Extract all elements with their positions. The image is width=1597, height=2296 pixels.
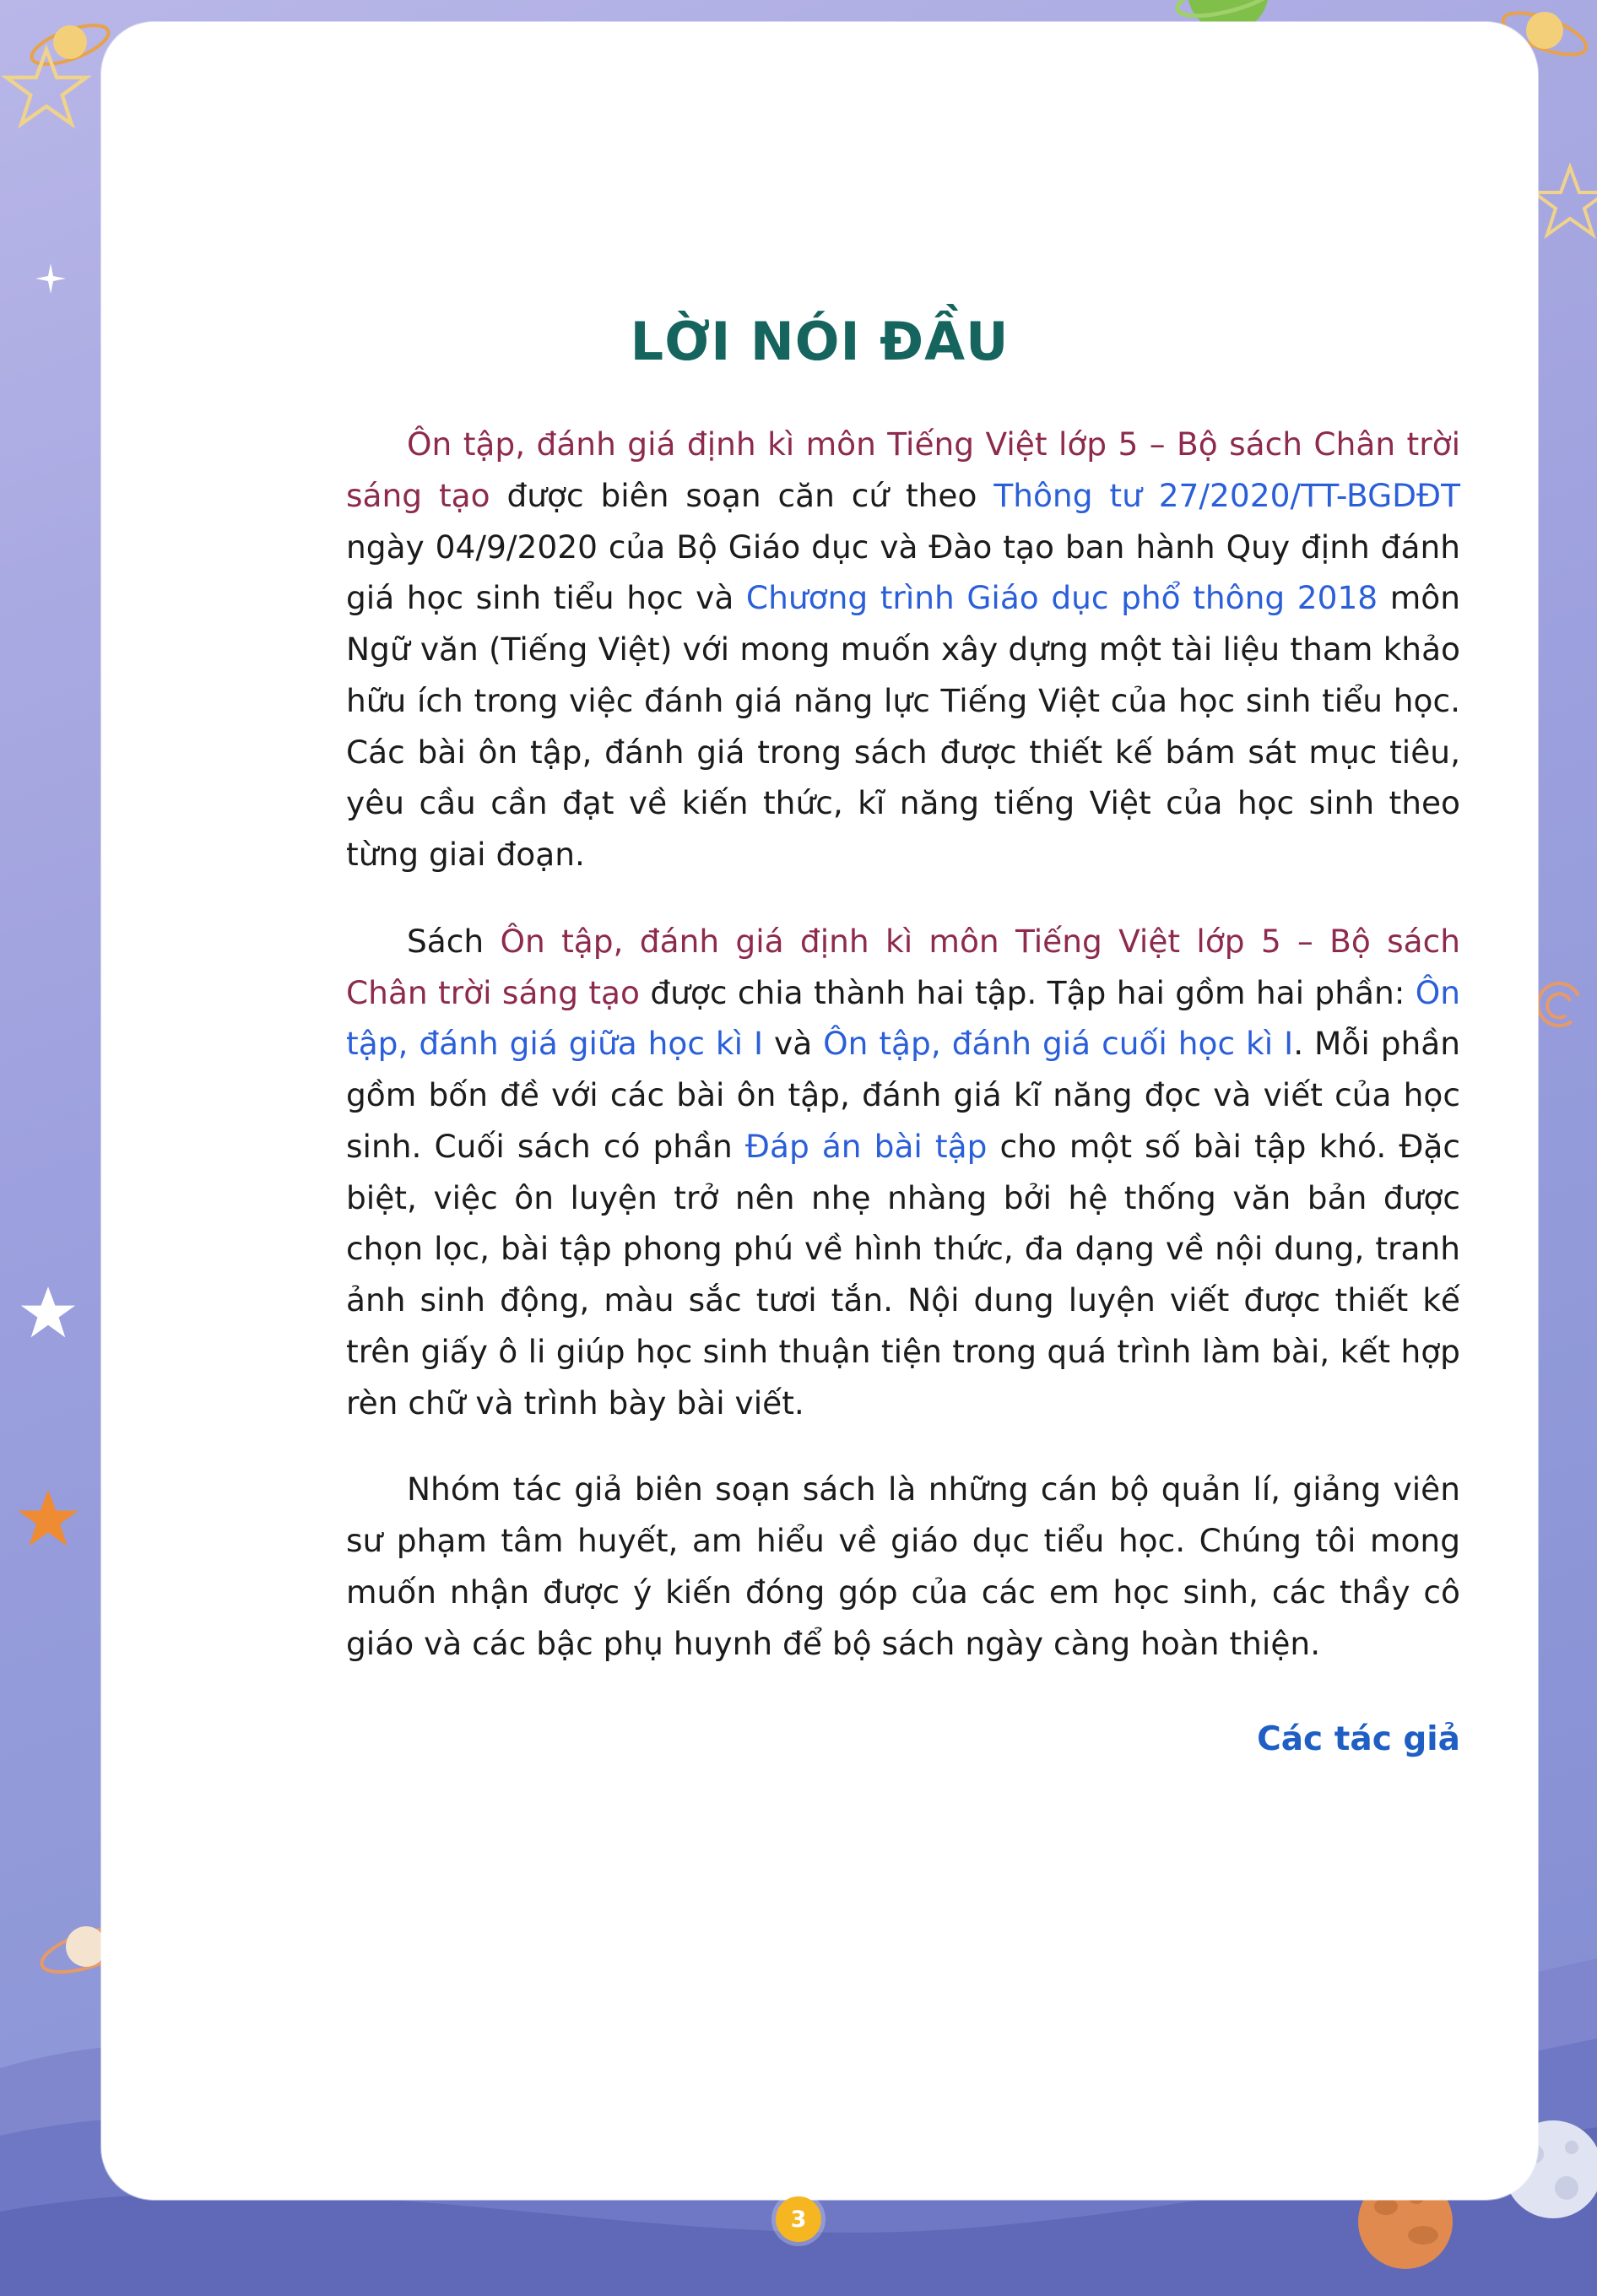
paragraph-1-run-4: ngày 04/9/2020 của Bộ Giáo dục và Đào tạo ban hành Quy định đánh giá học sinh tiểu học và: [346, 528, 1460, 617]
paragraph-2-run-9: cho một số bài tập khó. Đặc biệt, việc ôn luyện trở nên nhẹ nhàng bởi hệ thống văn bản được chọn lọc, bài tập phong phú về hình thức, đa dạng về nội dung, tranh ảnh sinh động, màu sắc tươi tắn. Nội dung luyện viết được thiết kế trên giấy ô li giúp học sinh thuận tiện trong quá trình làm bài, kết hợp rèn chữ và trình bày bài viết.: [346, 1127, 1460, 1421]
paragraph-2-run-3: được chia thành hai tập. Tập hai gồm hai phần:: [640, 973, 1416, 1011]
paragraph-2-run-7: . Mỗi phần gồm bốn đề với các bài ôn tập, đánh giá kĩ năng đọc và viết của học sinh. Cuối sách có phần: [346, 1025, 1461, 1165]
paragraph-2-run-6: Ôn tập, đánh giá cuối học kì I: [823, 1025, 1294, 1063]
paragraph-1-run-3: Thông tư 27/2020/TT-BGDĐT: [993, 476, 1460, 514]
paragraph-1: [346, 419, 1460, 880]
paragraph-2: [346, 916, 1460, 1429]
paragraph-2-run-8: Đáp án bài tập: [744, 1127, 988, 1165]
paragraph-2-run-1: Sách: [407, 922, 501, 960]
paragraph-1-run-1: Ôn tập, đánh giá định kì môn Tiếng Việt lớp 5 – Bộ sách Chân trời sáng tạo: [346, 425, 1460, 514]
paragraph-2-run-4: Ôn tập, đánh giá giữa học kì I: [346, 973, 1461, 1063]
paragraph-3-run-1: Nhóm tác giả biên soạn sách là những cán bộ quản lí, giảng viên sư phạm tâm huyết, am hiểu về giáo dục tiểu học. Chúng tôi mong muốn nhận được ý kiến đóng góp của các em học sinh, các thầy cô giáo và các bậc phụ huynh để bộ sách ngày càng hoàn thiện.: [346, 1470, 1460, 1662]
paragraph-1-run-6: môn Ngữ văn (Tiếng Việt) với mong muốn xây dựng một tài liệu tham khảo hữu ích trong việc đánh giá năng lực Tiếng Việt của học sinh tiểu học. Các bài ôn tập, đánh giá trong sách được thiết kế bám sát mục tiêu, yêu cầu cần đạt về kiến thức, kĩ năng tiếng Việt của học sinh theo từng giai đoạn.: [346, 579, 1460, 873]
paragraph-1-run-5: Chương trình Giáo dục phổ thông 2018: [745, 579, 1378, 617]
paragraph-2-run-5: và: [763, 1025, 824, 1063]
page-title: LỜI NÓI ĐẦU: [630, 310, 1010, 372]
paragraph-2-run-2: Ôn tập, đánh giá định kì môn Tiếng Việt lớp 5 – Bộ sách Chân trời sáng tạo: [346, 922, 1460, 1011]
authors-signature: Các tác giả: [1257, 1720, 1460, 1759]
paragraph-1-run-2: được biên soạn căn cứ theo: [490, 476, 994, 514]
page-number-badge: 3: [776, 2196, 821, 2242]
page-content-card: [101, 22, 1538, 2200]
paragraph-3: [346, 1464, 1460, 1669]
preface-body: [346, 419, 1461, 1759]
